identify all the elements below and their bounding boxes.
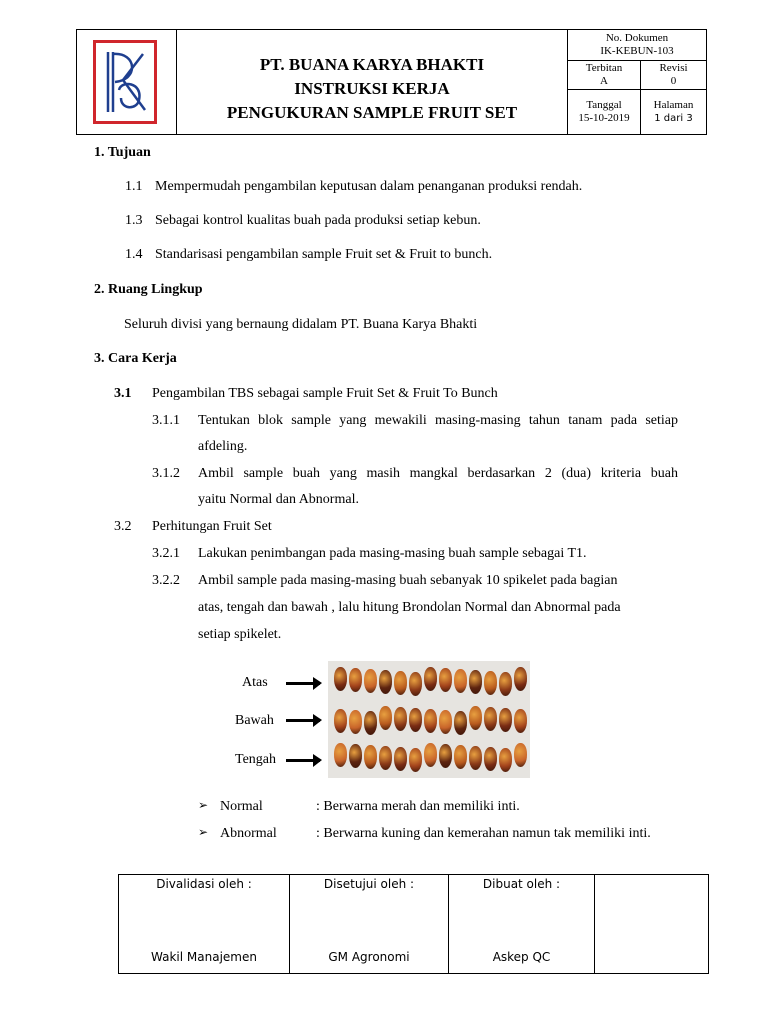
spikelet-fruit xyxy=(409,708,422,732)
procedure-step: Lakukan penimbangan pada masing-masing buah sample sebagai T1. xyxy=(198,546,587,561)
document-type: INSTRUKSI KERJA xyxy=(294,79,450,98)
spikelet-fruit xyxy=(484,671,497,695)
section-3-title: 3. Cara Kerja xyxy=(94,351,177,366)
procedure-step: Perhitungan Fruit Set xyxy=(152,519,272,534)
header-divider xyxy=(567,60,706,61)
spikelet-fruit xyxy=(469,706,482,730)
spikelet-fruit xyxy=(379,706,392,730)
spikelet-fruit xyxy=(454,745,467,769)
spikelet-fruit xyxy=(379,670,392,694)
item-number: 3.2 xyxy=(114,519,132,534)
procedure-step-continued: yaitu Normal dan Abnormal. xyxy=(198,492,359,507)
revisi-value: 0 xyxy=(670,75,677,87)
company-name: PT. BUANA KARYA BHAKTI xyxy=(259,55,485,74)
procedure-step: Ambil sample pada masing-masing buah sebanyak 10 spikelet pada bagian xyxy=(198,573,618,588)
spikelet-fruit xyxy=(484,747,497,771)
criteria-normal-desc: : Berwarna merah dan memiliki inti. xyxy=(316,799,520,814)
procedure-step: Ambil sample buah yang masih mangkal berdasarkan 2 (dua) kriteria buah xyxy=(198,466,678,481)
halaman-value: 1 dari 3 xyxy=(654,113,693,124)
spikelet-fruit xyxy=(499,708,512,732)
spikelet-fruit xyxy=(454,711,467,735)
spikelet-fruit xyxy=(334,743,347,767)
made-by-label: Dibuat oleh : xyxy=(482,877,561,891)
spikelet-fruit xyxy=(514,667,527,691)
item-number: 3.1 xyxy=(114,386,132,401)
spikelet-fruit xyxy=(334,667,347,691)
spikelet-fruit xyxy=(349,710,362,734)
objective-item: Standarisasi pengambilan sample Fruit set & Fruit to bunch. xyxy=(155,247,493,262)
doc-number: IK-KEBUN-103 xyxy=(600,45,674,57)
criteria-normal-label: Normal xyxy=(220,799,263,814)
spikelet-fruit xyxy=(379,746,392,770)
spikelet-fruit xyxy=(349,668,362,692)
bullet-arrow-icon: ➢ xyxy=(198,825,209,839)
spikelet-fruit xyxy=(364,669,377,693)
arrow-icon xyxy=(286,682,320,685)
spikelet-fruit xyxy=(424,743,437,767)
made-by-name: Askep QC xyxy=(492,950,551,964)
section-2-title: 2. Ruang Lingkup xyxy=(94,282,203,297)
bullet-arrow-icon: ➢ xyxy=(198,798,209,812)
spikelet-fruit xyxy=(514,709,527,733)
company-logo xyxy=(93,40,157,124)
procedure-step-continued: atas, tengah dan bawah , lalu hitung Brondolan Normal dan Abnormal pada xyxy=(198,600,621,615)
doc-number-label: No. Dokumen xyxy=(605,32,669,44)
procedure-step-continued: setiap spikelet. xyxy=(198,627,282,642)
approved-by-name: GM Agronomi xyxy=(328,950,410,964)
spikelet-fruit xyxy=(439,668,452,692)
item-number: 3.1.1 xyxy=(152,413,180,428)
spikelet-fruit xyxy=(364,711,377,735)
approved-by-label: Disetujui oleh : xyxy=(323,877,415,891)
spikelet-fruit xyxy=(424,667,437,691)
arrow-icon xyxy=(286,759,320,762)
spikelet-fruit xyxy=(439,710,452,734)
spikelet-fruit xyxy=(394,671,407,695)
spikelet-fruit xyxy=(409,748,422,772)
criteria-abnormal-label: Abnormal xyxy=(220,826,277,841)
terbitan-label: Terbitan xyxy=(585,62,623,74)
arrow-icon xyxy=(286,719,320,722)
item-number: 3.2.2 xyxy=(152,573,180,588)
revisi-label: Revisi xyxy=(659,62,688,74)
item-number: 3.2.1 xyxy=(152,546,180,561)
spikelet-fruit xyxy=(454,669,467,693)
figure-label-bawah: Bawah xyxy=(235,713,274,728)
terbitan-value: A xyxy=(600,75,608,87)
tanggal-value: 15-10-2019 xyxy=(578,112,630,124)
document-header xyxy=(76,29,707,135)
validated-by-label: Divalidasi oleh : xyxy=(156,877,252,891)
item-number: 1.1 xyxy=(125,179,143,194)
validated-by-name: Wakil Manajemen xyxy=(151,950,257,964)
objective-item: Mempermudah pengambilan keputusan dalam penanganan produksi rendah. xyxy=(155,179,583,194)
spikelet-fruit xyxy=(349,744,362,768)
tanggal-label: Tanggal xyxy=(586,99,622,111)
halaman-label: Halaman xyxy=(653,99,694,111)
procedure-step-continued: afdeling. xyxy=(198,439,248,454)
spikelet-fruit xyxy=(484,707,497,731)
spikelet-fruit xyxy=(424,709,437,733)
procedure-step: Pengambilan TBS sebagai sample Fruit Set & Fruit To Bunch xyxy=(152,386,498,401)
spikelet-sample-photo xyxy=(328,661,530,778)
spikelet-fruit xyxy=(514,743,527,767)
spikelet-fruit xyxy=(394,707,407,731)
spikelet-fruit xyxy=(409,672,422,696)
spikelet-fruit xyxy=(364,745,377,769)
document-title: PENGUKURAN SAMPLE FRUIT SET xyxy=(226,103,518,122)
item-number: 1.3 xyxy=(125,213,143,228)
item-number: 3.1.2 xyxy=(152,466,180,481)
section-1-title: 1. Tujuan xyxy=(94,145,151,160)
objective-item: Sebagai kontrol kualitas buah pada produksi setiap kebun. xyxy=(155,213,481,228)
spikelet-fruit xyxy=(394,747,407,771)
criteria-abnormal-desc: : Berwarna kuning dan kemerahan namun tak memiliki inti. xyxy=(316,826,651,841)
table-divider xyxy=(594,875,595,973)
figure-label-tengah: Tengah xyxy=(235,752,277,767)
spikelet-fruit xyxy=(439,744,452,768)
signature-table xyxy=(118,874,709,974)
procedure-step: Tentukan blok sample yang mewakili masing-masing tahun tanam pada setiap xyxy=(198,413,678,428)
header-divider xyxy=(567,89,706,90)
item-number: 1.4 xyxy=(125,247,143,262)
spikelet-fruit xyxy=(334,709,347,733)
figure-label-atas: Atas xyxy=(242,675,268,690)
spikelet-fruit xyxy=(499,748,512,772)
scope-text: Seluruh divisi yang bernaung didalam PT. Buana Karya Bhakti xyxy=(124,317,478,332)
spikelet-fruit xyxy=(499,672,512,696)
spikelet-fruit xyxy=(469,746,482,770)
spikelet-fruit xyxy=(469,670,482,694)
